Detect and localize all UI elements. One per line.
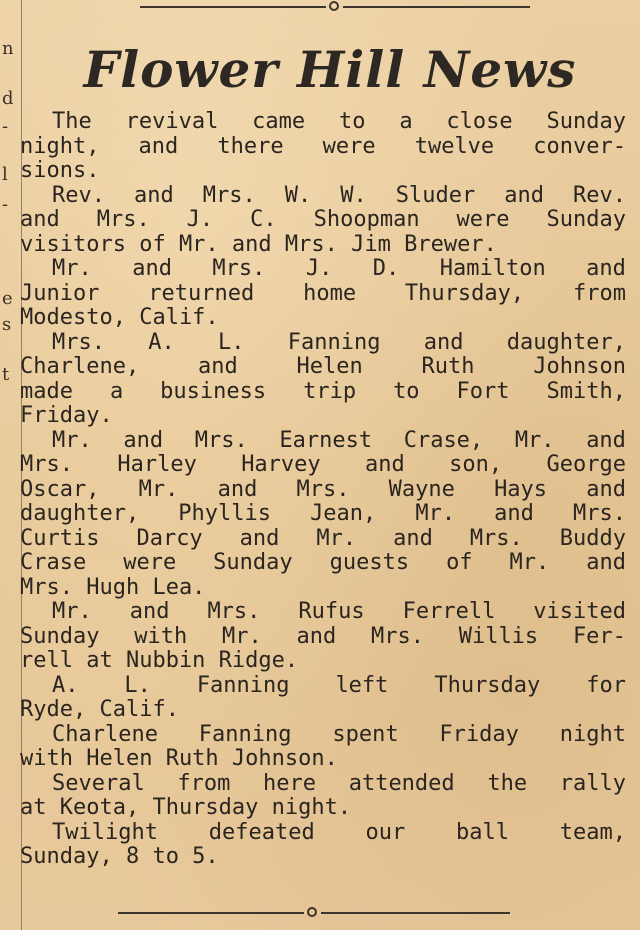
text-line: Twilight defeated our ball team, — [52, 820, 626, 845]
bottom-ornament-rule — [118, 906, 510, 920]
text-line: Ryde, Calif. — [20, 698, 179, 722]
fragment-letter: - — [2, 116, 9, 137]
text-line: visitors of Mr. and Mrs. Jim Brewer. — [20, 232, 497, 257]
fragment-letter: n — [2, 38, 14, 59]
news-item-paragraph — [20, 184, 626, 258]
text-line: rell at Nubbin Ridge. — [20, 649, 299, 673]
text-line: Mrs. Harley Harvey and son, George — [20, 453, 626, 477]
text-line: made a business trip to Fort Smith, — [20, 379, 626, 404]
text-line: Mr. and Mrs. J. D. Hamilton and — [52, 257, 626, 281]
text-line: Charlene, and Helen Ruth Johnson — [20, 355, 626, 379]
text-line: Charlene Fanning spent Friday night — [52, 722, 626, 747]
news-item-paragraph — [20, 772, 626, 821]
text-line: Friday. — [20, 404, 113, 428]
text-line: A. L. Fanning left Thursday for — [52, 673, 626, 698]
news-item-paragraph — [20, 331, 626, 429]
text-line: Sunday with Mr. and Mrs. Willis Fer- — [20, 624, 626, 649]
news-item-paragraph — [20, 110, 626, 184]
text-line: Rev. and Mrs. W. W. Sluder and Rev. — [52, 183, 626, 208]
fragment-letter: - — [2, 194, 9, 215]
text-line: with Helen Ruth Johnson. — [20, 747, 338, 771]
text-line: Mr. and Mrs. Rufus Ferrell visited — [52, 600, 626, 624]
text-line: Several from here attended the rally — [52, 771, 626, 796]
headline: Flower Hill News — [83, 40, 577, 99]
text-line: Mrs. Hugh Lea. — [20, 575, 206, 600]
fragment-letter: t — [2, 364, 10, 385]
fragment-letter: s — [2, 314, 12, 335]
text-line: Sunday, 8 to 5. — [20, 845, 219, 869]
fragment-letter: e — [2, 288, 13, 309]
fragment-letter: d — [2, 88, 14, 109]
text-line: Junior returned home Thursday, from — [20, 281, 626, 306]
news-item-paragraph — [20, 600, 626, 674]
article-body — [20, 110, 626, 870]
top-ornament-rule — [140, 0, 530, 14]
text-line: Modesto, Calif. — [20, 306, 219, 330]
adjacent-column-fragment — [0, 0, 22, 930]
text-line: at Keota, Thursday night. — [20, 796, 352, 820]
news-item-paragraph — [20, 257, 626, 331]
news-item-paragraph — [20, 723, 626, 772]
text-line: Mr. and Mrs. Earnest Crase, Mr. and — [52, 428, 626, 453]
text-line: sions. — [20, 159, 100, 183]
text-line: Mrs. A. L. Fanning and daughter, — [52, 330, 626, 355]
text-line: Curtis Darcy and Mr. and Mrs. Buddy — [20, 526, 626, 551]
news-item-paragraph — [20, 429, 626, 601]
text-line: and Mrs. J. C. Shoopman were Sunday — [20, 208, 626, 232]
text-line: daughter, Phyllis Jean, Mr. and Mrs. — [20, 502, 626, 526]
text-line: night, and there were twelve conver- — [20, 134, 626, 159]
news-item-paragraph — [20, 821, 626, 870]
news-item-paragraph — [20, 674, 626, 723]
text-line: Oscar, Mr. and Mrs. Wayne Hays and — [20, 477, 626, 502]
text-line: The revival came to a close Sunday — [52, 110, 626, 134]
text-line: Crase were Sunday guests of Mr. and — [20, 551, 626, 575]
fragment-letter: l — [2, 164, 8, 185]
